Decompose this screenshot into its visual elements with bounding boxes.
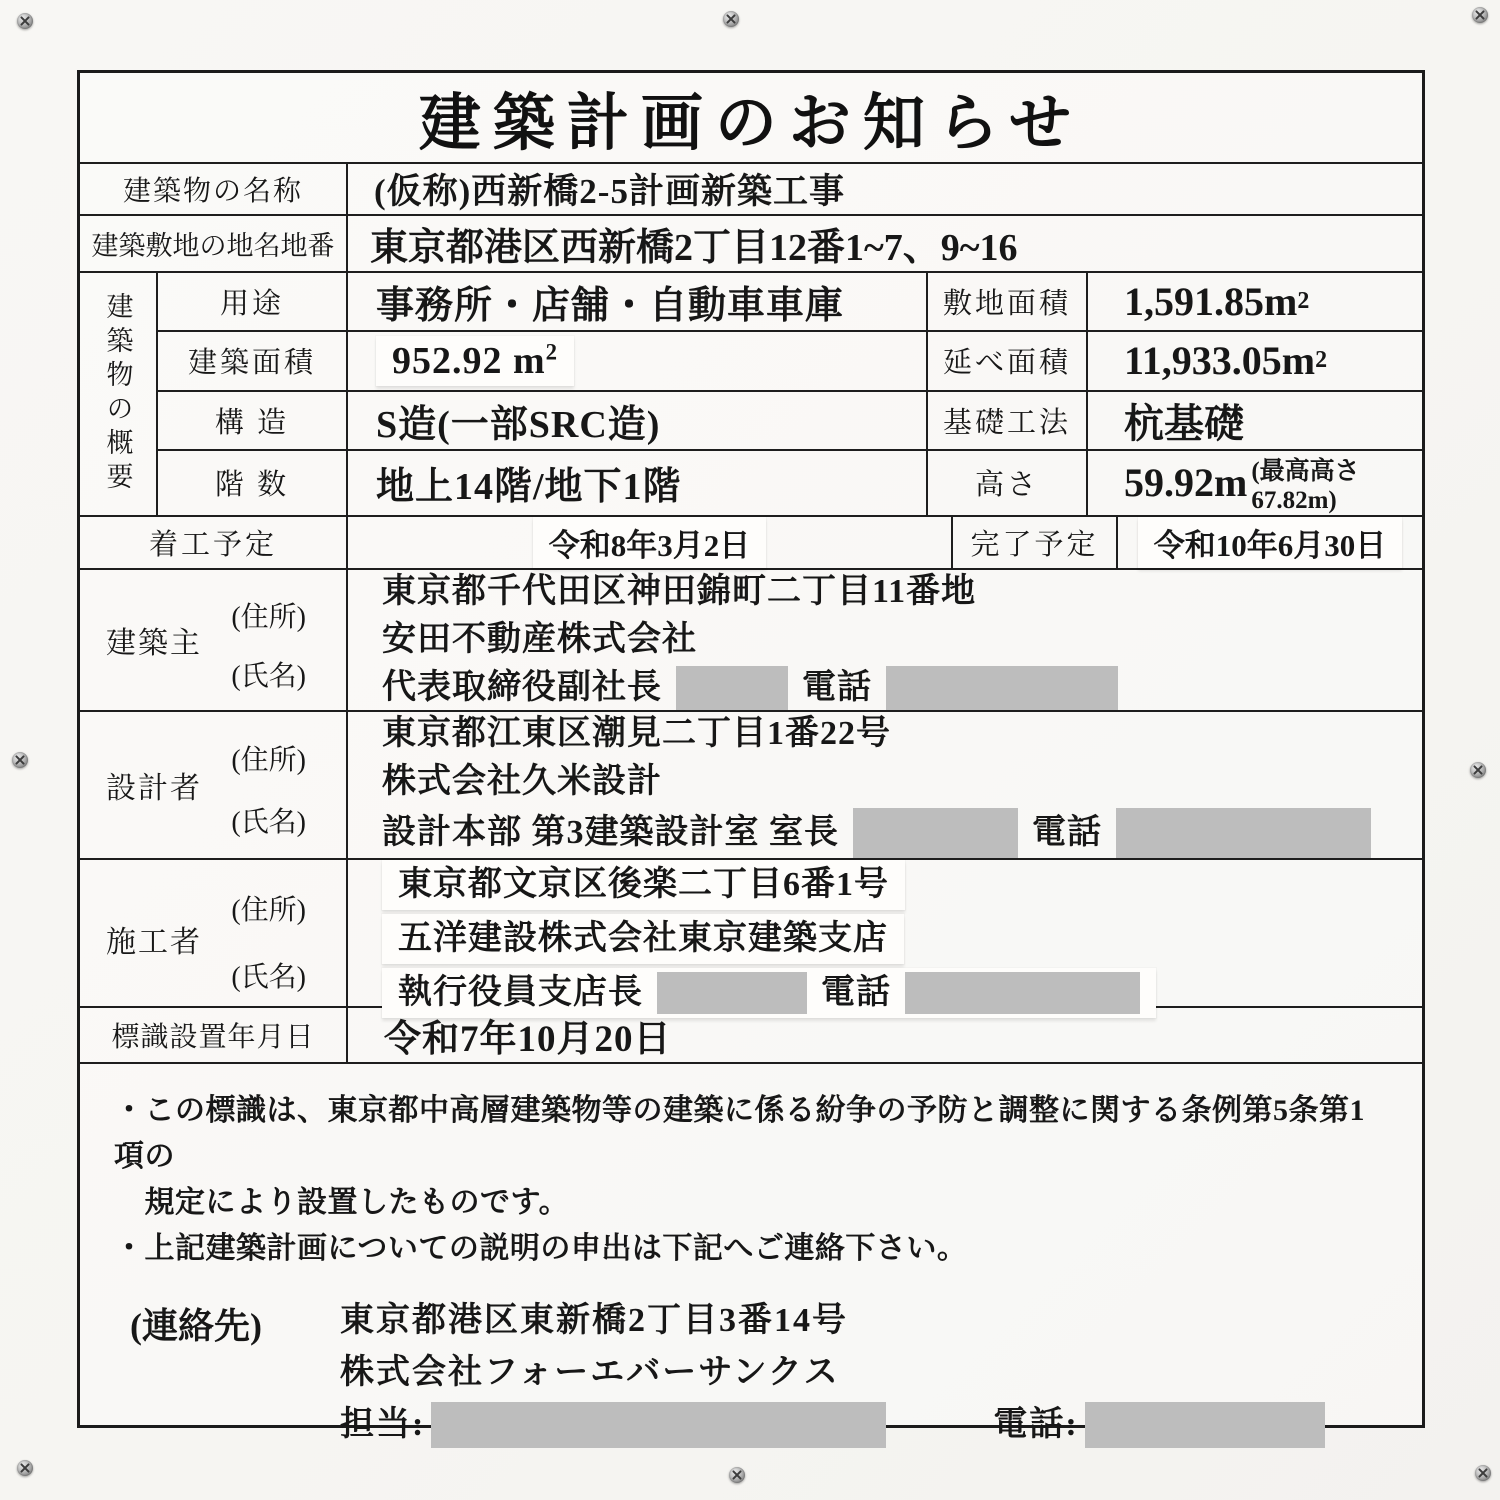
note-line-2: 規定により設置したものです。 [114, 1186, 570, 1219]
contractor-role: 施工者 [106, 926, 202, 959]
start-date-label: 着工予定 [80, 517, 348, 568]
use-label: 用途 [158, 273, 348, 332]
contractor-phone-label: 電話 [821, 974, 891, 1011]
contractor-title: 執行役員支店長 [398, 974, 643, 1011]
contractor-content [348, 860, 1422, 1018]
overview-section-label: 建築物の概要 [80, 273, 158, 515]
schedule-row [80, 517, 1422, 570]
contact-company: 株式会社フォーエバーサンクス [340, 1354, 840, 1391]
screw-icon [17, 1460, 33, 1476]
owner-content [348, 570, 1422, 710]
screw-icon [729, 1467, 745, 1483]
note-line-1: ・この標識は、東京都中高層建築物等の建築に係る紛争の予防と調整に関する条例第5条第1項の [114, 1094, 1365, 1173]
installation-date-value: 令和7年10月20日 [384, 1019, 672, 1060]
height-label: 高さ [928, 451, 1088, 515]
contact-person-line [340, 1402, 1388, 1448]
contact-label: (連絡先) [130, 1306, 262, 1346]
owner-address-label: (住所) [231, 602, 306, 634]
end-date-label: 完了予定 [953, 517, 1118, 568]
building-name-row [80, 164, 1422, 216]
contractor-label-cell [80, 860, 348, 1018]
designer-address: 東京都江東区潮見二丁目1番22号 [382, 715, 891, 752]
site-address-label: 建築敷地の地名地番 [80, 216, 348, 271]
redaction-box [1116, 808, 1371, 858]
total-floor-area-value: 11,933.05m 2 [1088, 332, 1422, 391]
site-address-row [80, 216, 1422, 273]
owner-label-cell [80, 570, 348, 710]
designer-role: 設計者 [106, 772, 202, 805]
sup-2: 2 [1315, 347, 1328, 374]
sup-2: 2 [1297, 288, 1310, 315]
designer-content [348, 712, 1422, 858]
contact-content [340, 1298, 1388, 1448]
site-area-label: 敷地面積 [928, 273, 1088, 332]
total-floor-area-label: 延べ面積 [928, 332, 1088, 391]
page-title: 建築計画のお知らせ [418, 90, 1084, 158]
notes-section [80, 1064, 1422, 1458]
owner-address: 東京都千代田区神田錦町二丁目11番地 [382, 573, 977, 610]
max-height-note: (最高高さ67.82m) [1251, 457, 1360, 514]
contractor-address: 東京都文京区後楽二丁目6番1号 [382, 860, 905, 910]
redaction-box [886, 666, 1118, 710]
designer-name-label: (氏名) [231, 806, 306, 838]
designer-label-cell [80, 712, 348, 858]
owner-title: 代表取締役副社長 [382, 669, 662, 706]
owner-row [80, 570, 1422, 712]
screw-icon [1472, 7, 1488, 23]
structure-value: S造(一部SRC造) [348, 392, 928, 451]
redaction-box [853, 808, 1018, 858]
use-value: 事務所・店舗・自動車車庫 [348, 273, 928, 332]
building-area-value: 952.92 $m^2$ [348, 332, 928, 391]
contractor-address-label: (住所) [231, 895, 306, 927]
screw-icon [12, 752, 28, 768]
foundation-value: 杭基礎 [1088, 392, 1422, 451]
contact-address: 東京都港区東新橋2丁目3番14号 [340, 1302, 848, 1339]
start-date-value: 令和8年3月2日 [348, 517, 953, 568]
screw-icon [17, 13, 33, 29]
foundation-label: 基礎工法 [928, 392, 1088, 451]
screw-icon [1475, 1465, 1491, 1481]
designer-phone-label: 電話 [1032, 814, 1102, 851]
contact-person-label: 担当: [340, 1406, 426, 1443]
owner-representative-line [382, 666, 1118, 710]
building-name-value: (仮称)西新橋2-5計画新築工事 [374, 172, 845, 211]
contractor-name-label: (氏名) [231, 961, 306, 993]
redaction-box [431, 1402, 886, 1448]
contact-phone-label: 電話: [993, 1406, 1079, 1443]
site-area-value: 1,591.85m 2 [1088, 273, 1422, 332]
contractor-row [80, 860, 1422, 1011]
building-area-label: 建築面積 [158, 332, 348, 391]
designer-row [80, 712, 1422, 860]
contractor-company: 五洋建設株式会社東京建築支店 [382, 914, 904, 964]
floors-label: 階 数 [158, 451, 348, 515]
overview-section [80, 273, 1422, 517]
notice-table [77, 70, 1425, 1443]
title-row [80, 73, 1422, 164]
owner-company: 安田不動産株式会社 [382, 621, 697, 658]
end-date-value: 令和10年6月30日 [1118, 517, 1422, 568]
designer-representative-line [382, 808, 1371, 858]
building-name-label: 建築物の名称 [80, 164, 348, 214]
installation-date-label: 標識設置年月日 [80, 1008, 348, 1062]
sup-2: 2 [545, 339, 559, 365]
owner-role: 建築主 [106, 627, 202, 660]
owner-phone-label: 電話 [802, 669, 872, 706]
designer-title: 設計本部 第3建築設計室 室長 [382, 814, 839, 851]
designer-company: 株式会社久米設計 [382, 763, 662, 800]
structure-label: 構 造 [158, 392, 348, 451]
site-address-value: 東京都港区西新橋2丁目12番1~7、9~16 [370, 227, 1018, 269]
designer-address-label: (住所) [231, 745, 306, 777]
owner-name-label: (氏名) [231, 661, 306, 692]
screw-icon [723, 11, 739, 27]
note-line-3: ・上記建築計画についての説明の申出は下記へご連絡下さい。 [114, 1232, 968, 1265]
contact-block [114, 1298, 1388, 1448]
floors-value: 地上14階/地下1階 [348, 451, 928, 515]
redaction-box [676, 666, 788, 710]
redaction-box [1085, 1402, 1325, 1448]
screw-icon [1470, 762, 1486, 778]
height-value: 59.92m (最高高さ67.82m) [1088, 451, 1422, 515]
